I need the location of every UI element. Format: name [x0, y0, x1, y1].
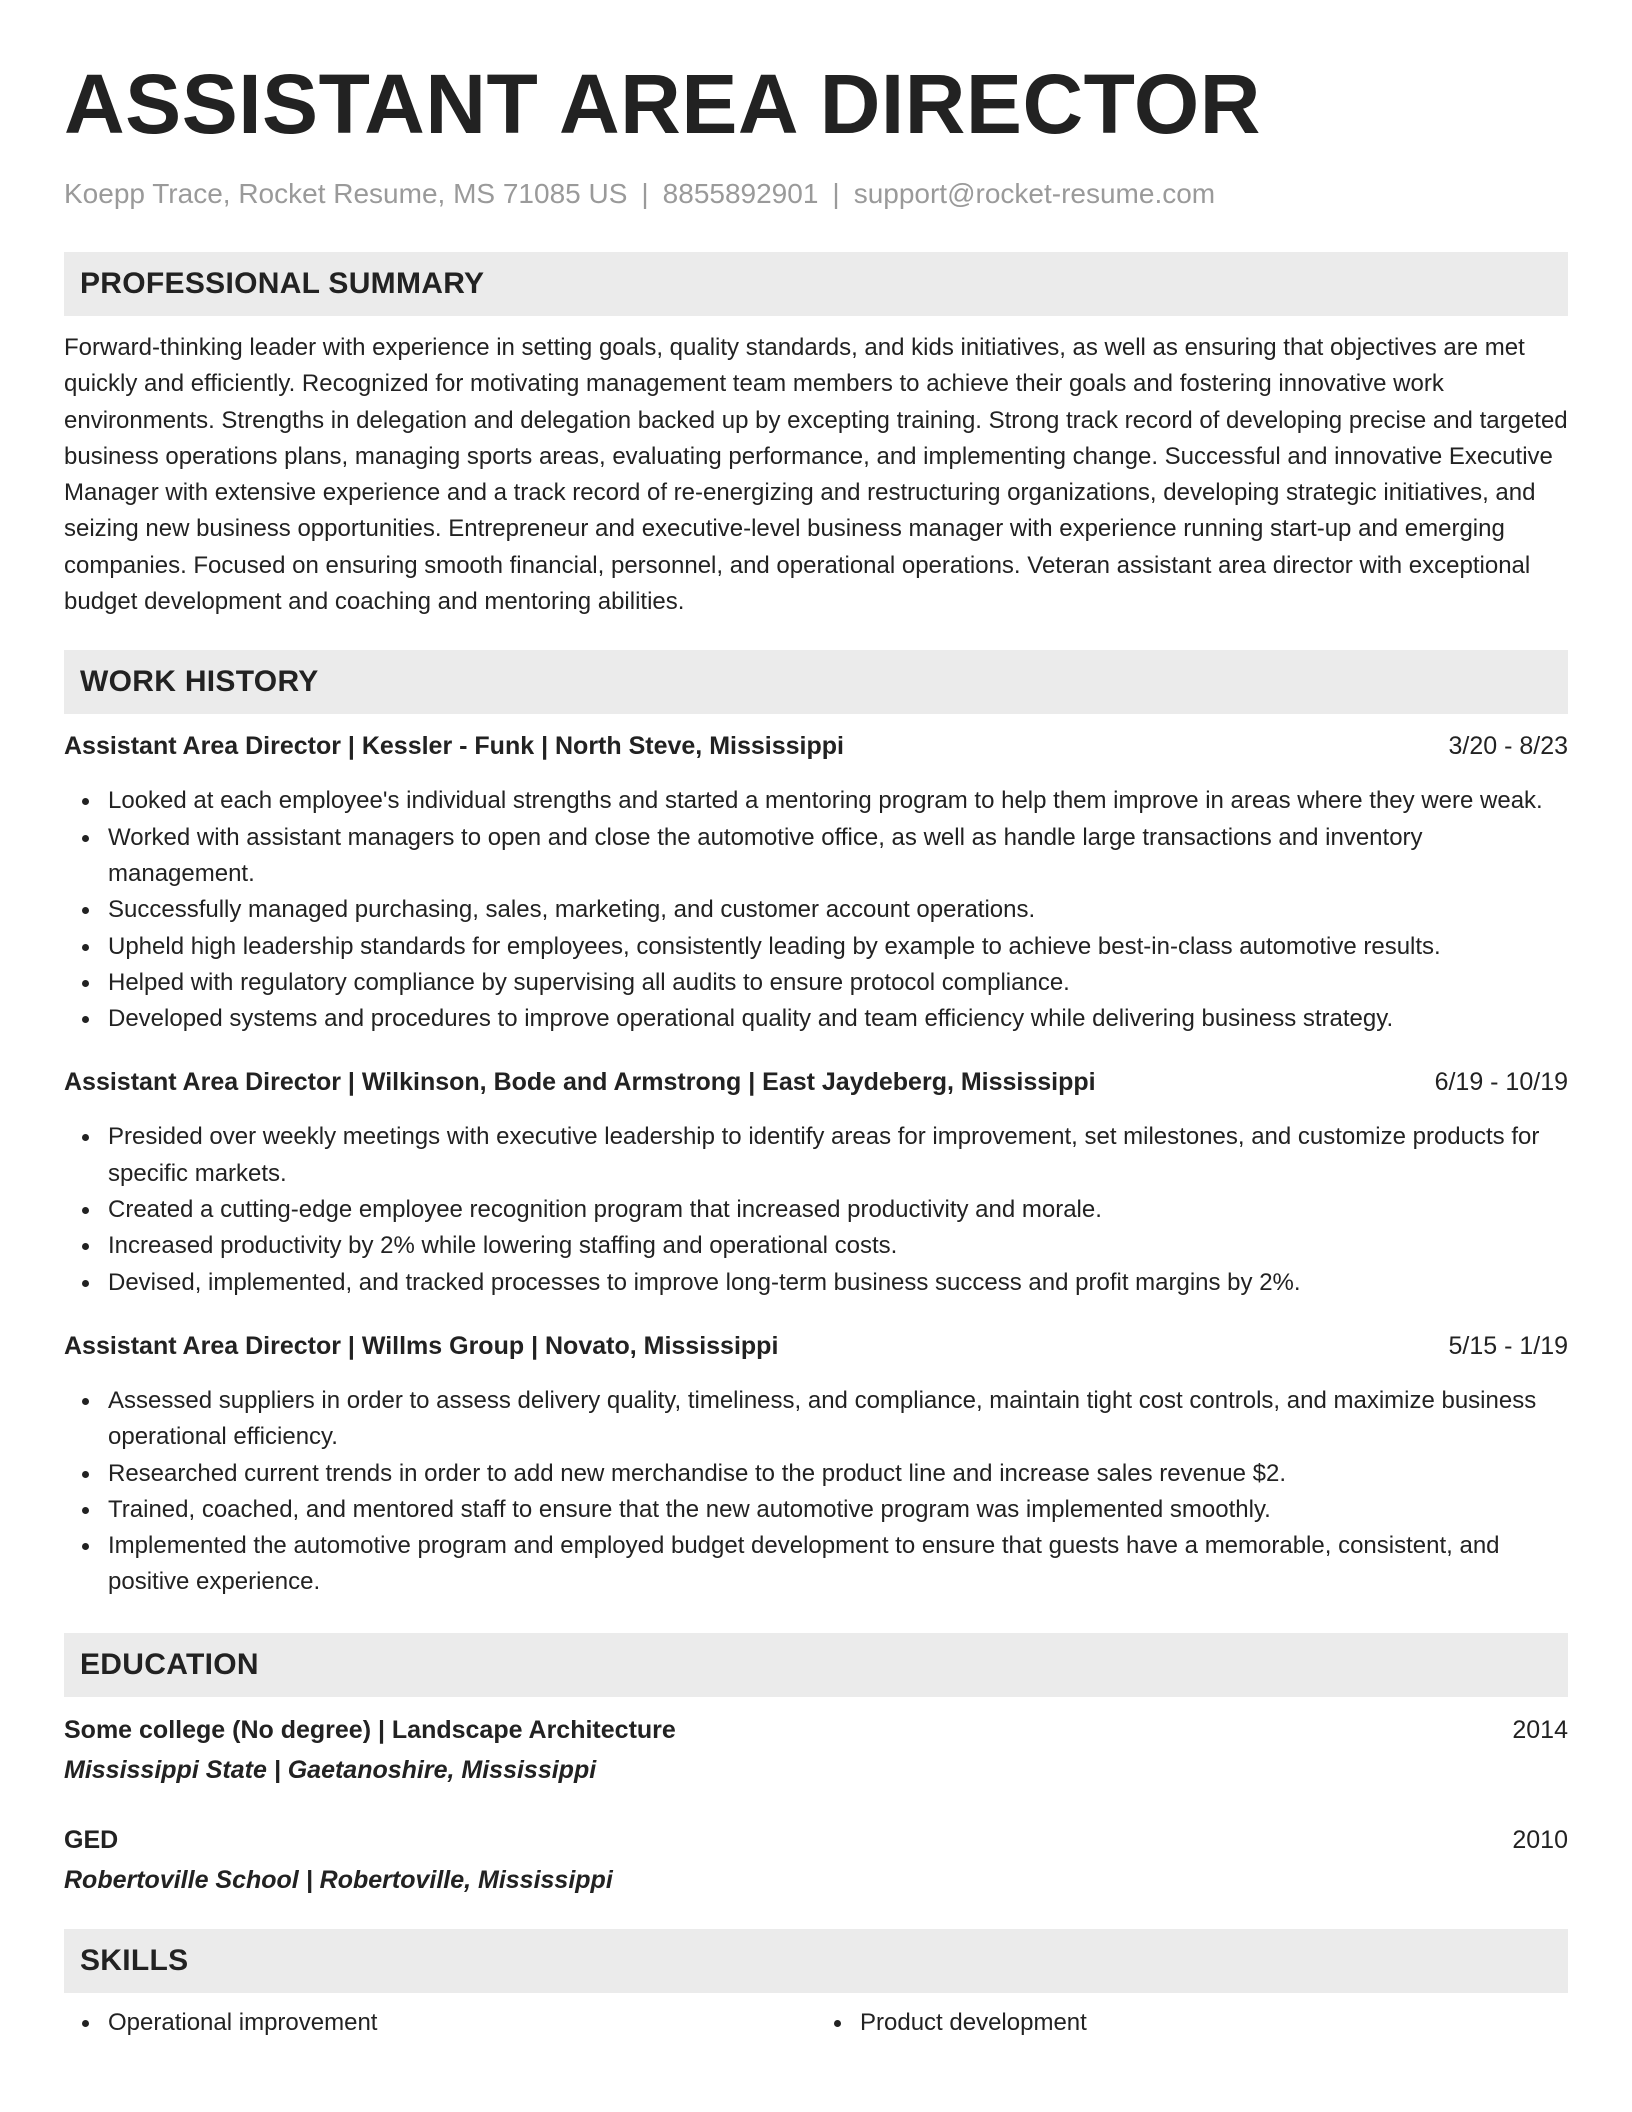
job-dates: 5/15 - 1/19 — [1448, 1331, 1568, 1360]
education-degree: GED — [64, 1825, 119, 1854]
contact-address: Koepp Trace, Rocket Resume, MS 71085 US — [64, 178, 628, 209]
job-bullet: Presided over weekly meetings with executive leadership to identify areas for improvement, set milestones, and customize products for specific markets. — [108, 1119, 1568, 1192]
contact-separator: | — [641, 178, 649, 209]
job-bullet: Devised, implemented, and tracked processes to improve long-term business success and profit margins by 2%. — [108, 1265, 1568, 1301]
job-dates: 3/20 - 8/23 — [1448, 732, 1568, 761]
job-bullet: Helped with regulatory compliance by supervising all audits to ensure protocol compliance. — [108, 965, 1568, 1001]
job-header — [64, 729, 1568, 763]
education-school: Robertoville School | Robertoville, Mississippi — [64, 1865, 613, 1894]
job-entry — [64, 1065, 1568, 1300]
job-header — [64, 1065, 1568, 1099]
education-header — [64, 1823, 1568, 1857]
skills-list — [64, 2005, 1568, 2041]
job-bullet: Trained, coached, and mentored staff to ensure that the new automotive program was implemented smoothly. — [108, 1492, 1568, 1528]
section-header-summary: PROFESSIONAL SUMMARY — [64, 252, 1568, 316]
education-entry — [64, 1713, 1568, 1787]
job-bullet-list — [64, 783, 1568, 1037]
skills-column-left — [64, 2005, 816, 2041]
contact-email: support@rocket-resume.com — [853, 178, 1216, 209]
job-bullet: Developed systems and procedures to improve operational quality and team efficiency while delivering business strategy. — [108, 1001, 1568, 1037]
job-bullet-list — [64, 1119, 1568, 1300]
job-entry — [64, 1329, 1568, 1601]
job-bullet: Assessed suppliers in order to assess delivery quality, timeliness, and compliance, maintain tight cost controls, and maximize business operational efficiency. — [108, 1383, 1568, 1456]
job-header — [64, 1329, 1568, 1363]
section-header-work-history: WORK HISTORY — [64, 650, 1568, 714]
education-header — [64, 1713, 1568, 1747]
job-bullet-list — [64, 1383, 1568, 1601]
education-year: 2010 — [1512, 1825, 1568, 1854]
job-bullet: Successfully managed purchasing, sales, marketing, and customer account operations. — [108, 892, 1568, 928]
resume-title: ASSISTANT AREA DIRECTOR — [64, 57, 1261, 151]
job-bullet: Looked at each employee's individual strengths and started a mentoring program to help them improve in areas where they were weak. — [108, 783, 1568, 819]
job-bullet: Created a cutting-edge employee recognition program that increased productivity and morale. — [108, 1192, 1568, 1228]
skill-item: Product development — [860, 2005, 1568, 2041]
contact-phone: 8855892901 — [662, 178, 819, 209]
contact-separator: | — [832, 178, 840, 209]
job-title: Assistant Area Director | Wilkinson, Bode and Armstrong | East Jaydeberg, Mississippi — [64, 1068, 1096, 1097]
job-bullet: Increased productivity by 2% while lowering staffing and operational costs. — [108, 1228, 1568, 1264]
summary-text: Forward-thinking leader with experience in setting goals, quality standards, and kids initiatives, as well as ensuring that objectives are met quickly and efficiently. Recognized for motivating management team members to achieve their goals and fostering innovative work environments. Strengths in delegation and delegation backed up by excepting training. Strong track record of developing precise and targeted business operations plans, managing sports areas, evaluating performance, and implementing change. Successful and innovative Executive Manager with extensive experience and a track record of re-energizing and restructuring organizations, developing strategic initiatives, and seizing new business opportunities. Entrepreneur and executive-level business manager with experience running start-up and emerging companies. Focused on ensuring smooth financial, personnel, and operational operations. Veteran assistant area director with exceptional budget development and coaching and mentoring abilities. — [64, 334, 1568, 616]
job-title: Assistant Area Director | Kessler - Funk | North Steve, Mississippi — [64, 732, 844, 761]
job-title: Assistant Area Director | Willms Group | Novato, Mississippi — [64, 1331, 779, 1360]
job-entry — [64, 729, 1568, 1037]
section-header-education: EDUCATION — [64, 1633, 1568, 1697]
skill-item: Operational improvement — [108, 2005, 816, 2041]
job-bullet: Researched current trends in order to add new merchandise to the product line and increase sales revenue $2. — [108, 1456, 1568, 1492]
job-bullet: Worked with assistant managers to open and close the automotive office, as well as handle large transactions and inventory management. — [108, 820, 1568, 893]
education-school: Mississippi State | Gaetanoshire, Mississippi — [64, 1755, 597, 1784]
skills-column-right — [816, 2005, 1568, 2041]
education-degree: Some college (No degree) | Landscape Architecture — [64, 1715, 676, 1744]
job-dates: 6/19 - 10/19 — [1434, 1068, 1568, 1097]
education-year: 2014 — [1512, 1715, 1568, 1744]
section-header-skills: SKILLS — [64, 1929, 1568, 1993]
contact-line — [64, 176, 1568, 212]
job-bullet: Implemented the automotive program and employed budget development to ensure that guests have a memorable, consistent, and positive experience. — [108, 1528, 1568, 1601]
education-entry — [64, 1823, 1568, 1897]
job-bullet: Upheld high leadership standards for employees, consistently leading by example to achieve best-in-class automotive results. — [108, 929, 1568, 965]
